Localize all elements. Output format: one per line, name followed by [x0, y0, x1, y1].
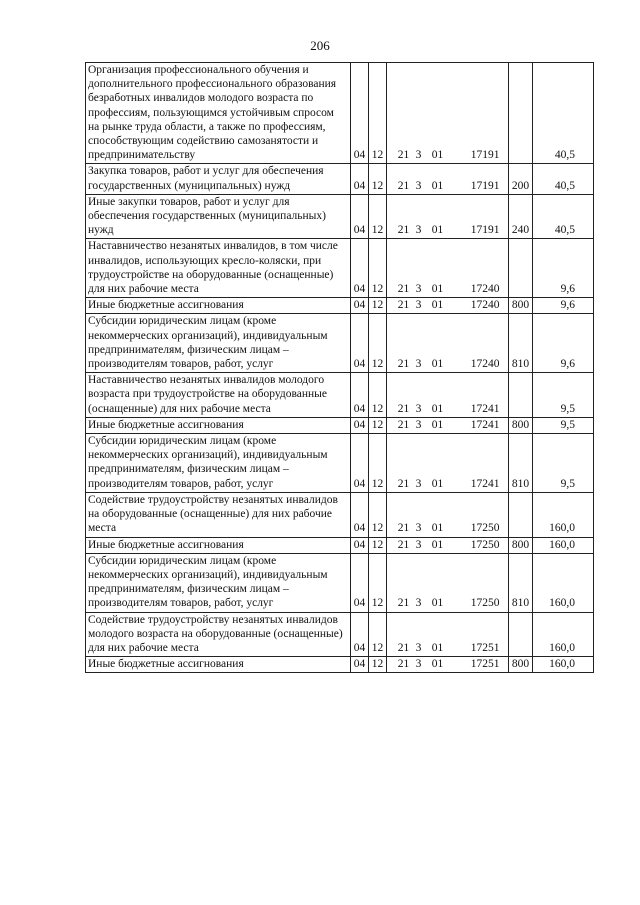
row-amount: 9,6 [533, 298, 594, 314]
row-target-code-part: 21 [397, 538, 410, 551]
row-target-code-part: 17241 [470, 402, 500, 415]
table-row [86, 434, 594, 493]
row-rz: 04 [351, 434, 369, 493]
row-rz: 04 [351, 553, 369, 612]
row-target-code-part: 3 [415, 597, 422, 610]
row-target-code-part: 01 [431, 641, 444, 654]
table-row [86, 612, 594, 657]
row-pr: 12 [369, 239, 387, 298]
row-target-code-part: 21 [397, 402, 410, 415]
budget-table-body [86, 63, 594, 673]
row-target-code-part: 21 [397, 179, 410, 192]
row-target-code-part: 3 [415, 538, 422, 551]
row-rz: 04 [351, 492, 369, 537]
row-pr: 12 [369, 314, 387, 373]
table-row [86, 553, 594, 612]
row-rz: 04 [351, 417, 369, 433]
row-target-code-part: 21 [397, 658, 410, 671]
row-target-code [387, 298, 509, 314]
row-target-code-part: 3 [415, 522, 422, 535]
row-rz: 04 [351, 194, 369, 239]
row-name: Иные закупки товаров, работ и услуг для обеспечения государственных (муниципальных) нужд [86, 194, 351, 239]
row-target-code-part: 01 [431, 418, 444, 431]
row-target-code-part: 01 [431, 358, 444, 371]
row-target-code-part: 01 [431, 224, 444, 237]
row-amount: 40,5 [533, 194, 594, 239]
row-target-code-part: 01 [431, 283, 444, 296]
row-rz: 04 [351, 657, 369, 673]
row-target-code-part: 21 [397, 597, 410, 610]
row-target-code [387, 373, 509, 418]
table-row [86, 314, 594, 373]
row-target-code [387, 194, 509, 239]
row-amount: 160,0 [533, 657, 594, 673]
row-name: Субсидии юридическим лицам (кроме некоммерческих организаций), индивидуальным предпринимателям, физическим лицам – производителям товаров, работ, услуг [86, 434, 351, 493]
row-target-code-part: 21 [397, 641, 410, 654]
table-row [86, 657, 594, 673]
row-rz: 04 [351, 537, 369, 553]
row-target-code [387, 537, 509, 553]
row-target-code [387, 63, 509, 164]
row-target-code [387, 553, 509, 612]
table-row [86, 298, 594, 314]
row-target-code-part: 21 [397, 477, 410, 490]
row-target-code-part: 21 [397, 358, 410, 371]
budget-table [85, 62, 594, 673]
row-target-code-part: 3 [415, 402, 422, 415]
row-expense-type: 800 [509, 537, 533, 553]
row-name: Субсидии юридическим лицам (кроме некоммерческих организаций), индивидуальным предпринимателям, физическим лицам – производителям товаров, работ, услуг [86, 314, 351, 373]
row-target-code-part: 17250 [470, 538, 500, 551]
row-amount: 160,0 [533, 612, 594, 657]
row-target-code-part: 17191 [470, 149, 500, 162]
row-pr: 12 [369, 612, 387, 657]
row-target-code-part: 01 [431, 597, 444, 610]
row-amount: 40,5 [533, 63, 594, 164]
row-name: Закупка товаров, работ и услуг для обеспечения государственных (муниципальных) нужд [86, 164, 351, 194]
row-expense-type [509, 63, 533, 164]
row-target-code-part: 17240 [470, 358, 500, 371]
row-amount: 160,0 [533, 492, 594, 537]
row-expense-type: 800 [509, 417, 533, 433]
row-expense-type [509, 612, 533, 657]
row-target-code-part: 17251 [470, 658, 500, 671]
row-target-code-part: 3 [415, 283, 422, 296]
row-name: Субсидии юридическим лицам (кроме некоммерческих организаций), индивидуальным предпринимателям, физическим лицам – производителям товаров, работ, услуг [86, 553, 351, 612]
row-target-code-part: 3 [415, 477, 422, 490]
row-target-code-part: 21 [397, 149, 410, 162]
row-name: Иные бюджетные ассигнования [86, 417, 351, 433]
row-name: Иные бюджетные ассигнования [86, 657, 351, 673]
row-rz: 04 [351, 239, 369, 298]
row-target-code [387, 314, 509, 373]
row-target-code-part: 17241 [470, 477, 500, 490]
row-pr: 12 [369, 164, 387, 194]
row-expense-type: 810 [509, 434, 533, 493]
row-amount: 160,0 [533, 553, 594, 612]
row-expense-type [509, 373, 533, 418]
row-amount: 9,6 [533, 314, 594, 373]
row-target-code-part: 01 [431, 179, 444, 192]
row-target-code [387, 492, 509, 537]
row-target-code [387, 164, 509, 194]
row-target-code [387, 239, 509, 298]
row-target-code-part: 17250 [470, 597, 500, 610]
row-pr: 12 [369, 434, 387, 493]
row-name: Иные бюджетные ассигнования [86, 537, 351, 553]
row-target-code-part: 01 [431, 522, 444, 535]
row-target-code-part: 3 [415, 149, 422, 162]
row-rz: 04 [351, 314, 369, 373]
row-target-code-part: 3 [415, 224, 422, 237]
row-pr: 12 [369, 492, 387, 537]
row-target-code-part: 3 [415, 658, 422, 671]
table-row [86, 239, 594, 298]
row-rz: 04 [351, 164, 369, 194]
row-amount: 9,5 [533, 417, 594, 433]
row-target-code-part: 01 [431, 149, 444, 162]
row-target-code-part: 01 [431, 658, 444, 671]
table-row [86, 194, 594, 239]
row-target-code-part: 21 [397, 224, 410, 237]
table-row [86, 164, 594, 194]
row-amount: 9,5 [533, 434, 594, 493]
row-target-code-part: 01 [431, 402, 444, 415]
row-target-code [387, 612, 509, 657]
row-name: Наставничество незанятых инвалидов молодого возраста при трудоустройстве на оборудованные (оснащенные) для них рабочие места [86, 373, 351, 418]
row-target-code [387, 434, 509, 493]
table-row [86, 537, 594, 553]
row-amount: 40,5 [533, 164, 594, 194]
row-name: Организация профессионального обучения и дополнительного профессионального образования безработных инвалидов молодого возраста по профессиям, пользующимся устойчивым спросом на рынке труда области, а также по профессиям, способствующим содействию самозанятости и предпринимательству [86, 63, 351, 164]
row-target-code-part: 17240 [470, 299, 500, 312]
row-rz: 04 [351, 373, 369, 418]
table-row [86, 373, 594, 418]
row-target-code-part: 01 [431, 299, 444, 312]
row-name: Содействие трудоустройству незанятых инвалидов на оборудованные (оснащенные) для них рабочие места [86, 492, 351, 537]
row-target-code-part: 17191 [470, 224, 500, 237]
row-expense-type: 240 [509, 194, 533, 239]
row-target-code-part: 3 [415, 179, 422, 192]
row-target-code-part: 17191 [470, 179, 500, 192]
page-number: 206 [310, 38, 330, 53]
row-target-code-part: 01 [431, 538, 444, 551]
row-rz: 04 [351, 63, 369, 164]
row-target-code-part: 3 [415, 299, 422, 312]
row-target-code-part: 21 [397, 283, 410, 296]
row-target-code-part: 21 [397, 299, 410, 312]
row-name: Наставничество незанятых инвалидов, в том числе инвалидов, использующих кресло-коляски, при трудоустройстве на оборудованные (оснащенные) для них рабочие места [86, 239, 351, 298]
row-expense-type [509, 239, 533, 298]
row-target-code [387, 417, 509, 433]
row-expense-type: 800 [509, 298, 533, 314]
row-expense-type: 810 [509, 314, 533, 373]
row-target-code-part: 17251 [470, 641, 500, 654]
row-pr: 12 [369, 63, 387, 164]
row-target-code-part: 17240 [470, 283, 500, 296]
row-pr: 12 [369, 298, 387, 314]
row-rz: 04 [351, 298, 369, 314]
row-target-code [387, 657, 509, 673]
row-expense-type: 810 [509, 553, 533, 612]
row-pr: 12 [369, 537, 387, 553]
row-name: Содействие трудоустройству незанятых инвалидов молодого возраста на оборудованные (оснащенные) для них рабочие места [86, 612, 351, 657]
row-pr: 12 [369, 373, 387, 418]
row-pr: 12 [369, 657, 387, 673]
row-pr: 12 [369, 194, 387, 239]
row-target-code-part: 21 [397, 522, 410, 535]
row-target-code-part: 17250 [470, 522, 500, 535]
row-amount: 9,5 [533, 373, 594, 418]
row-target-code-part: 17241 [470, 418, 500, 431]
table-row [86, 63, 594, 164]
table-row [86, 492, 594, 537]
row-pr: 12 [369, 553, 387, 612]
row-target-code-part: 3 [415, 641, 422, 654]
row-expense-type: 200 [509, 164, 533, 194]
row-rz: 04 [351, 612, 369, 657]
row-name: Иные бюджетные ассигнования [86, 298, 351, 314]
row-target-code-part: 3 [415, 358, 422, 371]
table-row [86, 417, 594, 433]
row-pr: 12 [369, 417, 387, 433]
row-expense-type: 800 [509, 657, 533, 673]
row-target-code-part: 21 [397, 418, 410, 431]
row-target-code-part: 3 [415, 418, 422, 431]
row-amount: 160,0 [533, 537, 594, 553]
row-target-code-part: 01 [431, 477, 444, 490]
row-expense-type [509, 492, 533, 537]
row-amount: 9,6 [533, 239, 594, 298]
